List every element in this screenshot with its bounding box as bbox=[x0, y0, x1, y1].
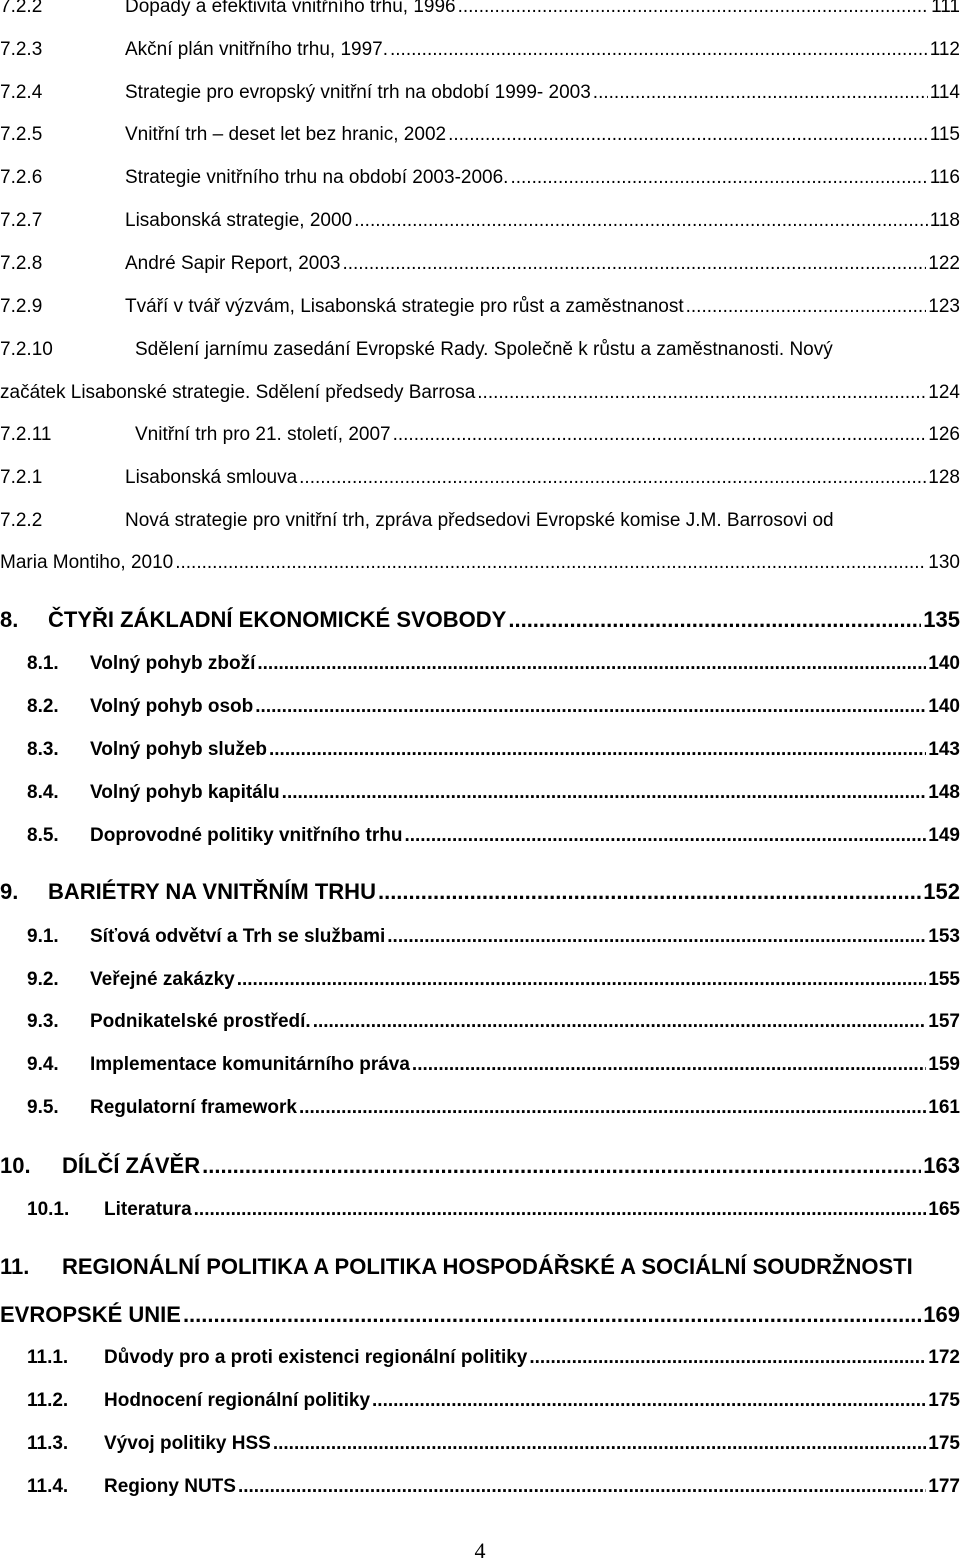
toc-entry[interactable] bbox=[0, 82, 960, 104]
toc-entry-title: Lisabonská strategie, 2000 bbox=[125, 210, 353, 231]
toc-entry[interactable] bbox=[0, 124, 960, 146]
toc-entry-page: 116 bbox=[929, 167, 960, 188]
toc-entry-title: Lisabonská smlouva bbox=[125, 467, 298, 488]
dot-leader bbox=[529, 1347, 926, 1369]
toc-section-title: Síťová odvětví a Trh se službami bbox=[90, 926, 386, 947]
dot-leader bbox=[183, 1302, 921, 1328]
toc-entry[interactable] bbox=[0, 0, 960, 18]
toc-entry[interactable] bbox=[0, 39, 960, 61]
toc-entry-number: 7.2.9 bbox=[0, 296, 43, 317]
toc-entry-number: 7.2.7 bbox=[0, 210, 43, 231]
toc-entry-title: Tváří v tvář výzvám, Lisabonská strategie pro růst a zaměstnanost bbox=[125, 296, 684, 317]
toc-section-title: Regiony NUTS bbox=[104, 1476, 236, 1497]
toc-chapter[interactable] bbox=[0, 879, 960, 905]
toc-section-page: 161 bbox=[928, 1097, 960, 1118]
dot-leader bbox=[238, 1476, 926, 1498]
toc-section[interactable] bbox=[27, 1433, 960, 1455]
toc-chapter-page: 163 bbox=[923, 1153, 960, 1178]
toc-section-title: Hodnocení regionální politiky bbox=[104, 1390, 371, 1411]
toc-section-page: 172 bbox=[928, 1347, 960, 1368]
dot-leader bbox=[458, 0, 930, 18]
toc-entry-number: 7.2.1 bbox=[0, 467, 43, 488]
toc-entry-page: 126 bbox=[928, 424, 960, 445]
toc-section-page: 149 bbox=[928, 825, 960, 846]
toc-section-number: 9.4. bbox=[27, 1054, 59, 1075]
dot-leader bbox=[477, 382, 926, 404]
toc-entry-number: 7.2.2 bbox=[0, 510, 43, 531]
toc-section-page: 148 bbox=[928, 782, 960, 803]
toc-entry[interactable] bbox=[0, 296, 960, 318]
toc-entry[interactable] bbox=[0, 253, 960, 275]
toc-entry-number: 7.2.6 bbox=[0, 167, 43, 188]
toc-entry-page: 112 bbox=[929, 39, 960, 60]
toc-section-page: 175 bbox=[928, 1390, 960, 1411]
toc-section[interactable] bbox=[27, 1011, 960, 1033]
toc-chapter-page: 135 bbox=[923, 607, 960, 632]
toc-entry-title: Vnitřní trh pro 21. století, 2007 bbox=[135, 424, 391, 445]
toc-entry[interactable] bbox=[0, 467, 960, 489]
dot-leader bbox=[510, 167, 927, 189]
toc-section-page: 159 bbox=[928, 1054, 960, 1075]
toc-chapter-title: REGIONÁLNÍ POLITIKA A POLITIKA HOSPODÁŘSKÉ A SOCIÁLNÍ SOUDRŽNOSTI bbox=[62, 1254, 913, 1279]
toc-entry-page: 128 bbox=[928, 467, 960, 488]
toc-section-page: 140 bbox=[928, 696, 960, 717]
toc-entry-page: 123 bbox=[928, 296, 960, 317]
toc-chapter-title: BARIÉTRY NA VNITŘNÍM TRHU bbox=[48, 879, 376, 904]
dot-leader bbox=[354, 210, 928, 232]
toc-section[interactable] bbox=[27, 926, 960, 948]
toc-chapter-title: DÍLČÍ ZÁVĚR bbox=[62, 1153, 201, 1178]
dot-leader bbox=[404, 825, 926, 847]
toc-section[interactable] bbox=[27, 1097, 960, 1119]
toc-section-page: 165 bbox=[928, 1199, 960, 1220]
toc-chapter-number: 11. bbox=[0, 1254, 30, 1279]
toc-entry-title: Strategie pro evropský vnitřní trh na období 1999- 2003 bbox=[125, 82, 591, 103]
dot-leader bbox=[255, 696, 926, 718]
toc-entry-first-line[interactable] bbox=[0, 510, 834, 532]
dot-leader bbox=[378, 879, 921, 905]
dot-leader bbox=[686, 296, 927, 318]
toc-section-page: 143 bbox=[928, 739, 960, 760]
dot-leader bbox=[202, 1153, 921, 1179]
toc-section-number: 11.4. bbox=[27, 1476, 69, 1497]
toc-entry-title: Nová strategie pro vnitřní trh, zpráva předsedovi Evropské komise J.M. Barrosovi od bbox=[125, 510, 834, 531]
toc-section[interactable] bbox=[27, 739, 960, 761]
toc-section[interactable] bbox=[27, 1054, 960, 1076]
dot-leader bbox=[257, 653, 926, 675]
toc-chapter[interactable] bbox=[0, 607, 960, 633]
toc-entry-title: Strategie vnitřního trhu na období 2003-2006. bbox=[125, 167, 509, 188]
toc-section[interactable] bbox=[27, 782, 960, 804]
toc-chapter[interactable] bbox=[0, 1153, 960, 1179]
toc-chapter-page: 169 bbox=[923, 1302, 960, 1327]
toc-section-page: 155 bbox=[928, 969, 960, 990]
toc-entry-number: 7.2.10 bbox=[0, 339, 53, 360]
toc-section-title: Důvody pro a proti existenci regionální politiky bbox=[104, 1347, 528, 1368]
toc-section-title: Veřejné zakázky bbox=[90, 969, 235, 990]
toc-section[interactable] bbox=[27, 825, 960, 847]
dot-leader bbox=[175, 552, 926, 574]
dot-leader bbox=[299, 1097, 926, 1119]
toc-entry-title: Vnitřní trh – deset let bez hranic, 2002 bbox=[125, 124, 447, 145]
toc-section-number: 11.3. bbox=[27, 1433, 69, 1454]
toc-entry-number: 7.2.4 bbox=[0, 82, 43, 103]
dot-leader bbox=[313, 1011, 927, 1033]
toc-section-number: 9.1. bbox=[27, 926, 59, 947]
toc-section[interactable] bbox=[27, 1390, 960, 1412]
toc-entry-page: 130 bbox=[928, 552, 960, 573]
toc-chapter-number: 9. bbox=[0, 879, 19, 904]
toc-section-number: 10.1. bbox=[27, 1199, 70, 1220]
toc-entry-first-line[interactable] bbox=[0, 339, 833, 361]
toc-entry[interactable] bbox=[0, 424, 960, 446]
toc-section-page: 177 bbox=[928, 1476, 960, 1497]
dot-leader bbox=[299, 467, 926, 489]
toc-section-title: Volný pohyb kapitálu bbox=[90, 782, 280, 803]
toc-section-number: 9.5. bbox=[27, 1097, 59, 1118]
toc-section[interactable] bbox=[27, 1476, 960, 1498]
toc-entry-number: 7.2.3 bbox=[0, 39, 43, 60]
toc-entry-title: Sdělení jarnímu zasedání Evropské Rady. Společně k růstu a zaměstnanosti. Nový bbox=[135, 339, 833, 360]
toc-section-number: 8.2. bbox=[27, 696, 59, 717]
toc-entry[interactable] bbox=[0, 210, 960, 232]
toc-section-number: 11.2. bbox=[27, 1390, 69, 1411]
page-number: 4 bbox=[474, 1538, 486, 1563]
toc-entry-page: 124 bbox=[928, 382, 960, 403]
toc-chapter-title: ČTYŘI ZÁKLADNÍ EKONOMICKÉ SVOBODY bbox=[48, 607, 507, 632]
dot-leader bbox=[282, 782, 927, 804]
dot-leader bbox=[194, 1199, 927, 1221]
dot-leader bbox=[508, 607, 921, 633]
toc-section-page: 175 bbox=[928, 1433, 960, 1454]
toc-section-number: 9.3. bbox=[27, 1011, 59, 1032]
toc-chapter-number: 10. bbox=[0, 1153, 31, 1178]
toc-entry-number: 7.2.5 bbox=[0, 124, 43, 145]
toc-section-title: Doprovodné politiky vnitřního trhu bbox=[90, 825, 403, 846]
toc-section-title: Volný pohyb zboží bbox=[90, 653, 256, 674]
toc-chapter[interactable] bbox=[0, 1302, 960, 1328]
toc-chapter-page: 152 bbox=[923, 879, 960, 904]
toc-section-title: Volný pohyb osob bbox=[90, 696, 254, 717]
toc-section-title: Regulatorní framework bbox=[90, 1097, 297, 1118]
dot-leader bbox=[412, 1054, 926, 1076]
toc-section-number: 9.2. bbox=[27, 969, 59, 990]
toc-section[interactable] bbox=[27, 696, 960, 718]
dot-leader bbox=[387, 926, 926, 948]
toc-section-number: 8.5. bbox=[27, 825, 59, 846]
toc-section-title: Podnikatelské prostředí. bbox=[90, 1011, 311, 1032]
toc-section-number: 11.1. bbox=[27, 1347, 69, 1368]
toc-entry-title: Dopady a efektivita vnitřního trhu, 1996 bbox=[125, 0, 456, 17]
dot-leader bbox=[390, 39, 928, 61]
toc-entry-page: 111 bbox=[931, 0, 960, 17]
toc-entry-page: 115 bbox=[929, 124, 960, 145]
toc-section[interactable] bbox=[27, 969, 960, 991]
dot-leader bbox=[393, 424, 927, 446]
toc-section-number: 8.1. bbox=[27, 653, 59, 674]
toc-entry-title: André Sapir Report, 2003 bbox=[125, 253, 341, 274]
toc-section-title: Implementace komunitárního práva bbox=[90, 1054, 410, 1075]
toc-chapter-title-continued: EVROPSKÉ UNIE bbox=[0, 1302, 181, 1327]
toc-entry-page: 118 bbox=[929, 210, 960, 231]
toc-section-number: 8.3. bbox=[27, 739, 59, 760]
toc-section-title: Literatura bbox=[104, 1199, 192, 1220]
dot-leader bbox=[372, 1390, 926, 1412]
toc-entry-page: 122 bbox=[928, 253, 960, 274]
toc-section[interactable] bbox=[27, 653, 960, 675]
toc-entry-page: 114 bbox=[929, 82, 960, 103]
dot-leader bbox=[237, 969, 927, 991]
toc-section-title: Vývoj politiky HSS bbox=[104, 1433, 271, 1454]
dot-leader bbox=[593, 82, 928, 104]
toc-entry-number: 7.2.2 bbox=[0, 0, 43, 17]
toc-entry[interactable] bbox=[0, 167, 960, 189]
toc-entry-number: 7.2.11 bbox=[0, 424, 52, 445]
dot-leader bbox=[269, 739, 926, 761]
toc-chapter-number: 8. bbox=[0, 607, 19, 632]
toc-entry[interactable] bbox=[0, 552, 960, 574]
toc-entry-number: 7.2.8 bbox=[0, 253, 43, 274]
toc-section[interactable] bbox=[27, 1199, 960, 1221]
toc-section-page: 153 bbox=[928, 926, 960, 947]
toc-chapter-first-line[interactable] bbox=[0, 1254, 913, 1280]
dot-leader bbox=[273, 1433, 926, 1455]
toc-entry[interactable] bbox=[0, 382, 960, 404]
toc-section-title: Volný pohyb služeb bbox=[90, 739, 267, 760]
toc-entry-title-continued: Maria Montiho, 2010 bbox=[0, 552, 174, 573]
toc-section-number: 8.4. bbox=[27, 782, 59, 803]
toc-section-page: 140 bbox=[928, 653, 960, 674]
toc-section-page: 157 bbox=[928, 1011, 960, 1032]
toc-section[interactable] bbox=[27, 1347, 960, 1369]
toc-entry-title-continued: začátek Lisabonské strategie. Sdělení předsedy Barrosa bbox=[0, 382, 476, 403]
toc-entry-title: Akční plán vnitřního trhu, 1997. bbox=[125, 39, 388, 60]
dot-leader bbox=[448, 124, 928, 146]
dot-leader bbox=[342, 253, 926, 275]
